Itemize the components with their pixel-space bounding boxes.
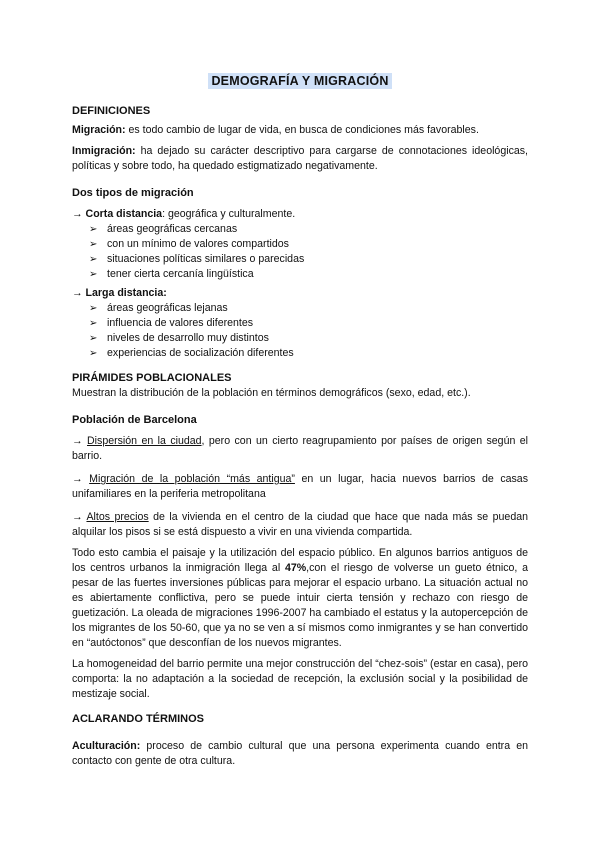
list-item: ➢ experiencias de socialización diferentes (89, 346, 528, 361)
arrow-icon: → (72, 435, 83, 447)
arrow-icon: → (72, 287, 83, 299)
heading-dos-tipos: Dos tipos de migración (72, 187, 194, 199)
document-body (72, 104, 528, 769)
larga-distancia-list (72, 301, 528, 361)
page-title: DEMOGRAFÍA Y MIGRACIÓN (208, 73, 391, 89)
definition-aculturacion (72, 739, 528, 769)
piramides-text: Muestran la distribución de la población en términos demográficos (sexo, edad, etc.). (72, 387, 471, 399)
text-inmigracion: ha dejado su carácter descriptivo para cargarse de connotaciones ideológicas, políticas y sobre todo, ha quedado estigmatizado negativamente. (72, 145, 528, 172)
list-item: ➢ situaciones políticas similares o parecidas (89, 252, 528, 267)
list-item: ➢ con un mínimo de valores compartidos (89, 237, 528, 252)
heading-piramides: PIRÁMIDES POBLACIONALES (72, 372, 232, 384)
arrow-icon: → (72, 473, 83, 485)
larga-distancia-line (72, 286, 528, 301)
barcelona-point-3 (72, 510, 528, 540)
text-migracion: es todo cambio de lugar de vida, en busca de condiciones más favorables. (125, 124, 479, 136)
point-text: de la vivienda en el centro de la ciudad que hace que nada más se puedan alquilar los pisos si se está dispuesto a vivir en una vivienda compartida. (72, 511, 528, 538)
text-aculturacion: proceso de cambio cultural que una persona experimenta cuando entra en contacto con gente de otra cultura. (72, 740, 528, 767)
list-item: ➢ tener cierta cercanía lingüística (89, 267, 528, 282)
underlined-term: Dispersión en la ciudad (87, 435, 202, 447)
corta-distancia-list (72, 222, 528, 282)
arrow-icon: → (72, 208, 83, 220)
larga-distancia-label: Larga distancia: (85, 287, 167, 299)
paragraph-text: ,con el riesgo de volverse un gueto étnico, a pesar de las fuertes inversiones públicas para mejorar el espacio urbano. La situación actual no es abiertamente conflictiva, pero se puede intuir cierta tensión y rechazo con riesgo de guetización. La oleada de migraciones 1996-2007 ha cambiado el estatus y la autopercepción de los migrantes de los 50-60, que ya no se ven a sí mismos como inmigrantes y se han convertido en “autóctonos” que desconfían de los nuevos migrantes. (72, 562, 528, 649)
heading-barcelona: Población de Barcelona (72, 414, 197, 426)
corta-distancia-text: : geográfica y culturalmente. (162, 208, 296, 220)
point-text: , pero con un cierto reagrupamiento por países de origen según el barrio. (72, 435, 529, 462)
underlined-term: Migración de la población “más antigua” (89, 473, 295, 485)
list-item: ➢ niveles de desarrollo muy distintos (89, 331, 528, 346)
term-aculturacion: Aculturación: (72, 740, 141, 752)
percentage-value: 47% (284, 562, 307, 574)
barcelona-paragraph-2: La homogeneidad del barrio permite una mejor construcción del “chez-sois” (estar en casa), pero comporta: la no adaptación a la sociedad de recepción, la exclusión social y la posibilidad de mestizaje social. (72, 658, 528, 700)
arrow-icon: → (72, 511, 83, 523)
definition-inmigracion (72, 144, 528, 174)
definition-migracion (72, 123, 528, 138)
point-text: en un lugar, hacia nuevos barrios de casas unifamiliares en la periferia metropolitana (72, 473, 528, 500)
list-item: ➢ áreas geográficas lejanas (89, 301, 528, 316)
title-wrap (0, 72, 600, 90)
corta-distancia-line (72, 207, 528, 222)
heading-aclarando: ACLARANDO TÉRMINOS (72, 713, 204, 725)
barcelona-point-1 (72, 434, 528, 464)
paragraph-text: Todo esto cambia el paisaje y la utilización del espacio público. En algunos barrios antiguos de los centros urbanos la inmigración llega al (72, 547, 528, 574)
term-migracion: Migración: (72, 124, 126, 136)
barcelona-paragraph-1 (72, 546, 528, 651)
barcelona-point-2 (72, 472, 528, 502)
heading-definiciones: DEFINICIONES (72, 105, 151, 117)
list-item: ➢ áreas geográficas cercanas (89, 222, 528, 237)
list-item: ➢ influencia de valores diferentes (89, 316, 528, 331)
corta-distancia-label: Corta distancia (85, 208, 163, 220)
term-inmigracion: Inmigración: (72, 145, 136, 157)
underlined-term: Altos precios (86, 511, 149, 523)
